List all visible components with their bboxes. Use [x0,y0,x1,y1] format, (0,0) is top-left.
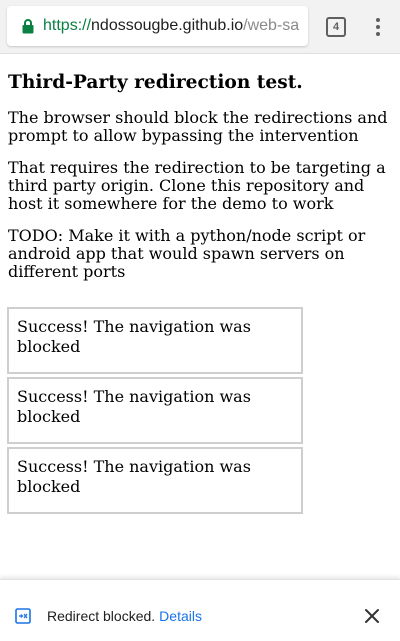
details-link[interactable]: Details [159,608,202,624]
more-vert-icon[interactable] [366,12,390,42]
intro-paragraph: The browser should block the redirections and prompt to allow bypassing the intervention [8,108,388,145]
result-text: Success! The navigation was blocked [17,317,251,356]
menu-dot [376,25,380,29]
tab-count: 4 [332,21,340,33]
result-text: Success! The navigation was blocked [17,457,251,496]
infobar-message: Redirect blocked. [47,608,156,624]
redirect-blocked-icon [15,608,31,624]
close-icon[interactable] [362,606,382,626]
page-title: Third-Party redirection test. [8,72,303,93]
menu-dot [376,32,380,36]
result-text: Success! The navigation was blocked [17,387,251,426]
url-host: ndossougbe.github.io [91,17,244,34]
redirect-blocked-infobar [0,579,400,641]
result-frame [7,447,303,514]
url-scheme: https:// [43,17,92,34]
url-bar[interactable] [7,6,308,46]
url-path: /web-sa [243,17,300,34]
page-content [8,54,392,281]
todo-paragraph: TODO: Make it with a python/node script or android app that would spawn servers on different ports [8,226,366,281]
url-text[interactable] [43,17,299,35]
infobar-message-row [47,608,202,624]
requirement-paragraph: That requires the redirection to be targeting a third party origin. Clone this repository and host it somewhere for the demo to work [8,158,386,213]
result-frame [7,377,303,444]
tab-switcher-button[interactable] [326,17,346,37]
result-frame [7,307,303,374]
menu-dot [376,18,380,22]
browser-toolbar [0,0,400,54]
lock-icon[interactable] [15,6,41,46]
